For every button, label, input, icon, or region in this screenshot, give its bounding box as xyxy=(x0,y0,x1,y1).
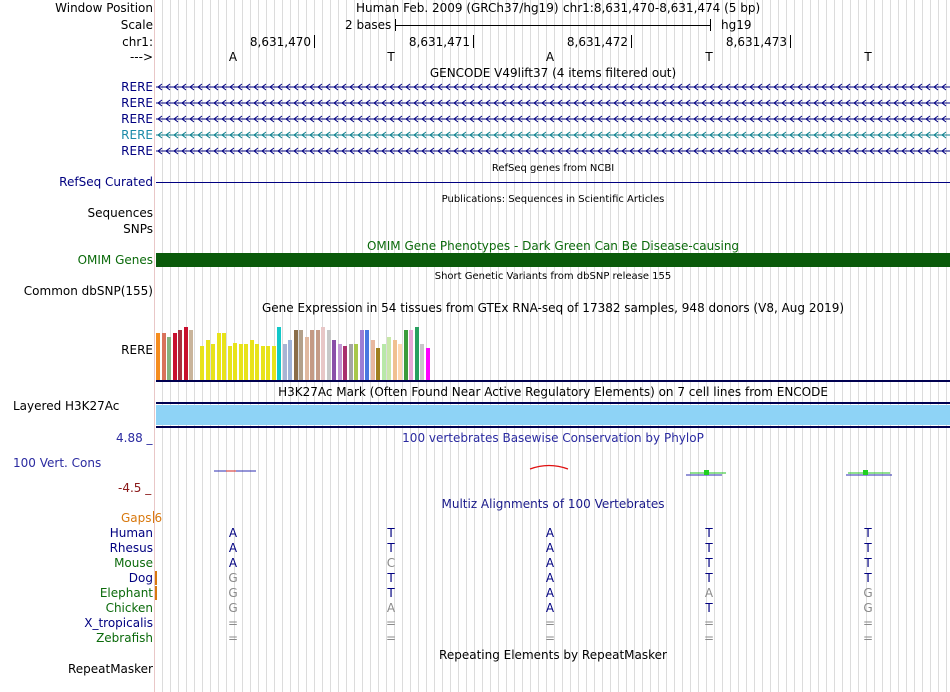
multiz-base: T xyxy=(387,586,395,600)
multiz-base: G xyxy=(228,586,238,600)
dog-gap-marker xyxy=(155,571,157,585)
dbsnp-label[interactable]: Common dbSNP(155) xyxy=(23,284,153,298)
gtex-tissue-bar[interactable] xyxy=(332,340,336,380)
multiz-species-label[interactable]: Chicken xyxy=(105,601,153,615)
h3k27-label[interactable]: Layered H3K27Ac xyxy=(13,399,120,413)
multiz-base: C xyxy=(386,556,396,570)
gencode-transcript-label[interactable]: RERE xyxy=(121,96,153,110)
multiz-base: A xyxy=(545,541,555,555)
gtex-tissue-bar[interactable] xyxy=(233,343,237,380)
assembly-title: Human Feb. 2009 (GRCh37/hg19) xyxy=(356,1,559,15)
h3k27-bottom-line xyxy=(156,426,950,428)
scale-label: Scale xyxy=(120,18,153,32)
gtex-tissue-bar[interactable] xyxy=(299,330,303,380)
multiz-species-label[interactable]: Human xyxy=(109,526,153,540)
gtex-tissue-bar[interactable] xyxy=(277,327,281,380)
multiz-base: T xyxy=(705,541,713,555)
multiz-base: A xyxy=(386,601,396,615)
gtex-tissue-bar[interactable] xyxy=(398,344,402,380)
multiz-base: T xyxy=(387,571,395,585)
gtex-tissue-bar[interactable] xyxy=(365,330,369,380)
gtex-tissue-bar[interactable] xyxy=(371,340,375,380)
gtex-tissue-bar[interactable] xyxy=(244,344,248,380)
scale-bar xyxy=(395,18,711,32)
gtex-tissue-bar[interactable] xyxy=(189,330,193,380)
elephant-gap-marker xyxy=(155,586,157,600)
multiz-species-label[interactable]: Elephant xyxy=(99,586,153,600)
multiz-base: T xyxy=(705,571,713,585)
multiz-base: T xyxy=(864,526,872,540)
gtex-tissue-bar[interactable] xyxy=(387,337,391,380)
chr-label: chr1: xyxy=(122,35,153,49)
gtex-tissue-bar[interactable] xyxy=(167,337,171,380)
gtex-tissue-bar[interactable] xyxy=(404,330,408,380)
ruler-tick-mark xyxy=(790,35,791,48)
gtex-tissue-bar[interactable] xyxy=(239,344,243,380)
gtex-tissue-bar[interactable] xyxy=(382,344,386,380)
pubs-sequences-label[interactable]: Sequences xyxy=(87,206,153,220)
multiz-base: A xyxy=(704,586,714,600)
gtex-tissue-bar[interactable] xyxy=(393,340,397,380)
pubs-snps-label[interactable]: SNPs xyxy=(123,222,153,236)
gencode-transcript-label[interactable]: RERE xyxy=(121,112,153,126)
multiz-base: A xyxy=(545,526,555,540)
multiz-base: A xyxy=(545,571,555,585)
gtex-tissue-bar[interactable] xyxy=(266,346,270,380)
multiz-base: = xyxy=(862,616,874,630)
gtex-tissue-bar[interactable] xyxy=(184,327,188,380)
window-position-label: Window Position xyxy=(55,1,153,15)
cons-min-label: -4.5 _ xyxy=(118,481,152,495)
omim-label[interactable]: OMIM Genes xyxy=(77,253,153,267)
gtex-tissue-bar[interactable] xyxy=(211,344,215,380)
cons-label[interactable]: 100 Vert. Cons xyxy=(13,456,102,470)
gtex-tissue-bar[interactable] xyxy=(255,344,259,380)
gtex-tissue-bar[interactable] xyxy=(294,330,298,380)
gaps-label-text: Gaps xyxy=(121,511,152,525)
gtex-tissue-bar[interactable] xyxy=(343,346,347,380)
multiz-species-label[interactable]: Mouse xyxy=(114,556,153,570)
gtex-baseline xyxy=(156,380,950,382)
multiz-base: A xyxy=(545,586,555,600)
gtex-tissue-bar[interactable] xyxy=(420,344,424,380)
omim-track-title: OMIM Gene Phenotypes - Dark Green Can Be Disease-causing xyxy=(366,239,740,253)
gtex-tissue-bar[interactable] xyxy=(338,344,342,380)
gtex-tissue-bar[interactable] xyxy=(222,333,226,380)
conservation-graph[interactable] xyxy=(156,460,950,482)
gencode-transcript-line xyxy=(156,130,950,140)
gencode-transcript-label[interactable]: RERE xyxy=(121,80,153,94)
gtex-tissue-bar[interactable] xyxy=(261,346,265,380)
refseq-track-title: RefSeq genes from NCBI xyxy=(491,163,615,174)
gencode-transcript-label[interactable]: RERE xyxy=(121,128,153,142)
gtex-tissue-bar[interactable] xyxy=(305,337,309,380)
multiz-base: G xyxy=(863,586,873,600)
reference-base: A xyxy=(545,50,555,64)
multiz-base: = xyxy=(703,631,715,645)
gtex-track-title: Gene Expression in 54 tissues from GTEx RNA-seq of 17382 samples, 948 donors (V8, Aug 2019) xyxy=(261,301,845,315)
multiz-base: A xyxy=(228,556,238,570)
omim-gene-bar[interactable] xyxy=(156,253,950,267)
gtex-tissue-bar[interactable] xyxy=(415,327,419,380)
gtex-tissue-bar[interactable] xyxy=(310,330,314,380)
gtex-tissue-bar[interactable] xyxy=(327,330,331,380)
gaps-label[interactable] xyxy=(121,511,162,525)
gtex-tissue-bar[interactable] xyxy=(409,330,413,380)
position-readout: chr1:8,631,470-8,631,474 (5 bp) xyxy=(563,1,761,15)
dbsnp-track-title: Short Genetic Variants from dbSNP release 155 xyxy=(434,271,672,282)
multiz-base: T xyxy=(705,601,713,615)
multiz-base: A xyxy=(228,541,238,555)
ruler-tick-mark xyxy=(631,35,632,48)
gtex-tissue-bar[interactable] xyxy=(288,340,292,380)
gencode-track-title: GENCODE V49lift37 (4 items filtered out) xyxy=(429,66,677,80)
gtex-tissue-bar[interactable] xyxy=(283,344,287,380)
gtex-label[interactable]: RERE xyxy=(121,343,153,357)
multiz-base: = xyxy=(544,616,556,630)
multiz-species-label[interactable]: X_tropicalis xyxy=(84,616,153,630)
gtex-tissue-bar[interactable] xyxy=(228,346,232,380)
repeat-track-title: Repeating Elements by RepeatMasker xyxy=(439,648,667,662)
cons-track-title: 100 vertebrates Basewise Conservation by PhyloP xyxy=(402,431,704,445)
multiz-base: T xyxy=(387,541,395,555)
multiz-base: A xyxy=(228,526,238,540)
reference-base: T xyxy=(864,50,872,64)
multiz-base: T xyxy=(864,571,872,585)
multiz-species-label[interactable]: Zebrafish xyxy=(96,631,153,645)
ruler-tick-label: 8,631,472 xyxy=(566,35,628,49)
multiz-base: T xyxy=(864,541,872,555)
ruler-tick-label: 8,631,473 xyxy=(725,35,787,49)
multiz-species-label[interactable]: Rhesus xyxy=(109,541,153,555)
gtex-tissue-bar[interactable] xyxy=(206,340,210,380)
reference-base: T xyxy=(387,50,395,64)
gencode-transcript-line xyxy=(156,114,950,124)
gencode-transcript-line xyxy=(156,146,950,156)
strand-label: ---> xyxy=(129,50,153,64)
ruler-tick-label: 8,631,470 xyxy=(249,35,311,49)
multiz-base: T xyxy=(705,556,713,570)
multiz-base: A xyxy=(545,601,555,615)
multiz-base: T xyxy=(387,526,395,540)
refseq-gene-line[interactable] xyxy=(156,182,950,183)
multiz-base: T xyxy=(705,526,713,540)
gtex-tissue-bar[interactable] xyxy=(426,348,430,380)
cons-max-label: 4.88 _ xyxy=(116,431,153,445)
multiz-track-title: Multiz Alignments of 100 Vertebrates xyxy=(441,497,665,511)
gtex-tissue-bar[interactable] xyxy=(217,333,221,380)
multiz-base: = xyxy=(862,631,874,645)
multiz-base: A xyxy=(545,556,555,570)
gtex-tissue-bar[interactable] xyxy=(162,333,166,380)
reference-base: T xyxy=(705,50,713,64)
multiz-base: G xyxy=(863,601,873,615)
multiz-species-label[interactable]: Dog xyxy=(128,571,153,585)
multiz-base: G xyxy=(228,571,238,585)
gtex-tissue-bar[interactable] xyxy=(250,340,254,380)
multiz-base: = xyxy=(544,631,556,645)
gtex-tissue-bar[interactable] xyxy=(376,348,380,380)
gtex-tissue-bar[interactable] xyxy=(321,327,325,380)
h3k27-top-line xyxy=(156,402,950,404)
gtex-tissue-bar[interactable] xyxy=(173,333,177,380)
gtex-tissue-bar[interactable] xyxy=(200,346,204,380)
repeatmasker-label[interactable]: RepeatMasker xyxy=(67,662,153,676)
refseq-label[interactable]: RefSeq Curated xyxy=(59,175,153,189)
multiz-base: G xyxy=(228,601,238,615)
gencode-transcript-line xyxy=(156,82,950,92)
multiz-base: = xyxy=(227,631,239,645)
h3k27-signal-bar[interactable] xyxy=(156,405,950,425)
multiz-base: T xyxy=(864,556,872,570)
gtex-tissue-bar[interactable] xyxy=(156,333,160,380)
multiz-base: = xyxy=(703,616,715,630)
gtex-tissue-bar[interactable] xyxy=(360,330,364,380)
ruler-tick-mark xyxy=(473,35,474,48)
multiz-base: = xyxy=(385,631,397,645)
h3k27-track-title: H3K27Ac Mark (Often Found Near Active Regulatory Elements) on 7 cell lines from ENCODE xyxy=(278,385,828,399)
gtex-tissue-bar[interactable] xyxy=(178,330,182,380)
reference-base: A xyxy=(228,50,238,64)
multiz-base: = xyxy=(385,616,397,630)
db-label: hg19 xyxy=(721,18,752,32)
pubs-track-title: Publications: Sequences in Scientific Articles xyxy=(441,194,665,205)
gtex-tissue-bar[interactable] xyxy=(354,344,358,380)
gtex-tissue-bar[interactable] xyxy=(316,330,320,380)
gtex-tissue-bar[interactable] xyxy=(272,346,276,380)
ruler-tick-mark xyxy=(314,35,315,48)
multiz-base: = xyxy=(227,616,239,630)
gaps-value: 6 xyxy=(154,511,163,525)
gtex-tissue-bar[interactable] xyxy=(349,344,353,380)
ruler-tick-label: 8,631,471 xyxy=(408,35,470,49)
scale-text: 2 bases xyxy=(345,18,392,32)
gencode-transcript-line xyxy=(156,98,950,108)
gencode-transcript-label[interactable]: RERE xyxy=(121,144,153,158)
